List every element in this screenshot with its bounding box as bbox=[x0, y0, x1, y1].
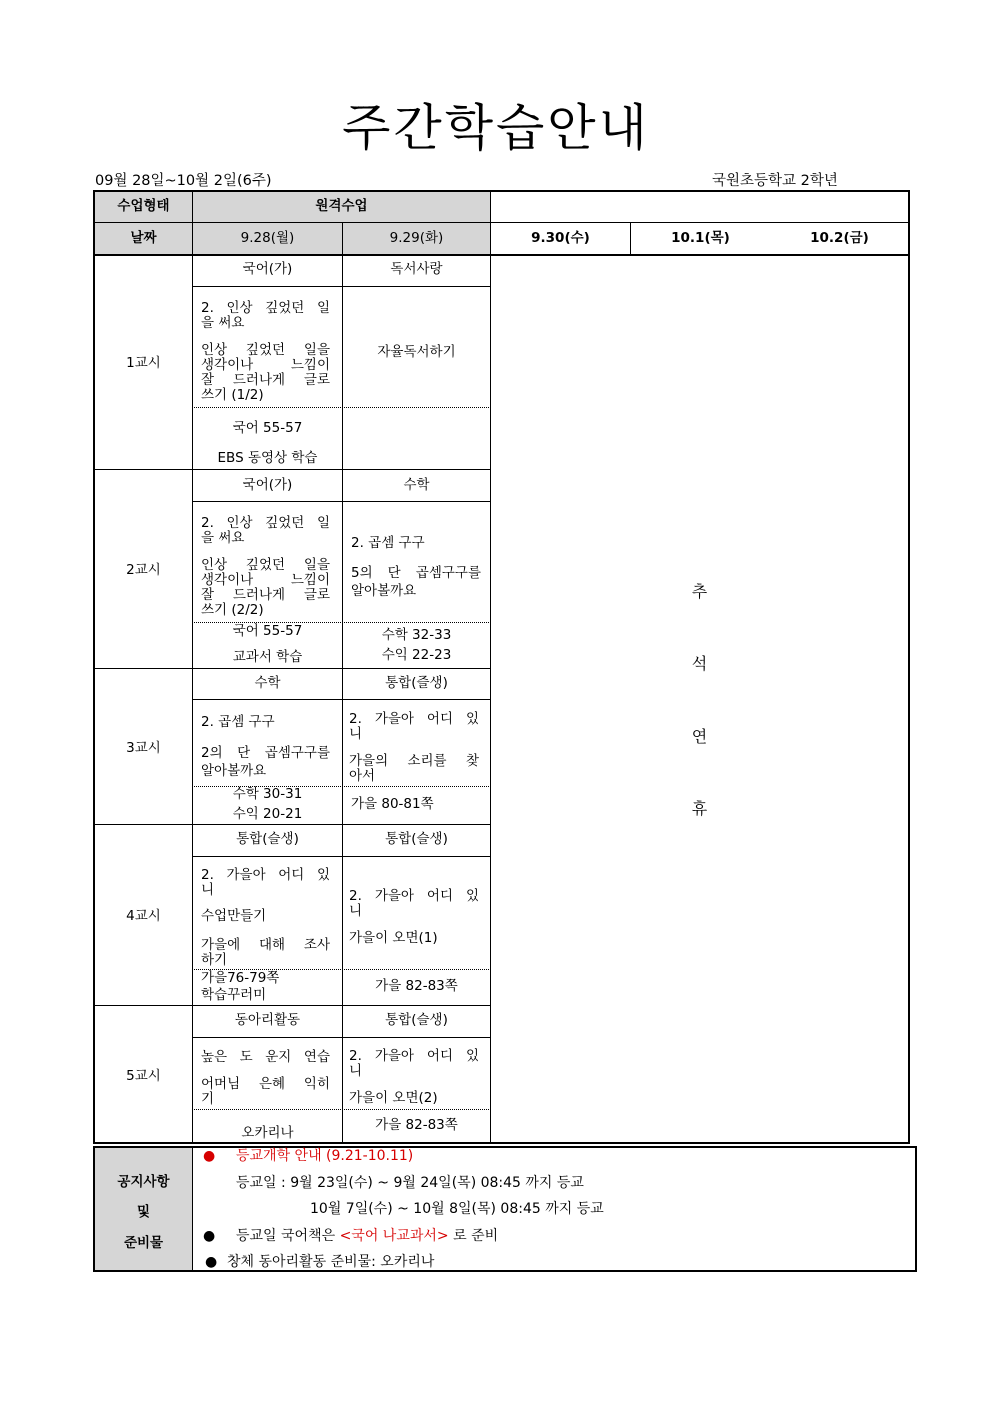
p1-mon-material: 국어 55-57 bbox=[232, 420, 303, 436]
p5-mon-line: 높은 도 운지 연습 bbox=[201, 1049, 330, 1065]
p3-mon-material: 수학 30-31 bbox=[232, 786, 303, 802]
page-title: 주간학습안내 bbox=[342, 99, 650, 157]
p5-mon-line: 어머님 은혜 익히 bbox=[201, 1076, 330, 1092]
holiday-char-4: 휴 bbox=[691, 799, 708, 818]
p2-mon-subject: 국어(가) bbox=[242, 477, 293, 493]
p3-mon-material: 수익 20-21 bbox=[232, 806, 303, 822]
period-label-4: 4교시 bbox=[126, 908, 161, 924]
p1-mon-line: 을 써요 bbox=[201, 315, 245, 331]
period-label-5: 5교시 bbox=[126, 1068, 161, 1084]
p2-tue-material: 수학 32-33 bbox=[381, 627, 452, 643]
p4-mon-subject: 통합(슬생) bbox=[236, 831, 299, 847]
p1-mon-material: EBS 동영상 학습 bbox=[217, 450, 318, 466]
p2-tue-line: 5의 단 곱셈구구를 bbox=[351, 565, 481, 581]
date-mon: 9.28(월) bbox=[240, 230, 295, 246]
notice-line: 등교일 국어책은 <국어 나교과서> 로 준비 bbox=[236, 1228, 499, 1244]
p3-tue-subject: 통합(즐생) bbox=[385, 675, 448, 691]
p2-mon-line: 쓰기 (2/2) bbox=[201, 602, 264, 618]
week-range: 09월 28일~10월 2일(6주) bbox=[95, 173, 272, 189]
p2-tue-line: 알아볼까요 bbox=[351, 583, 417, 599]
date-wed: 9.30(수) bbox=[531, 230, 590, 246]
period-label-3: 3교시 bbox=[126, 740, 161, 756]
date-thu: 10.1(목) bbox=[671, 230, 730, 246]
p3-tue-line: 2. 가을아 어디 있 bbox=[349, 711, 479, 727]
p5-tue-subject: 통합(슬생) bbox=[385, 1012, 448, 1028]
p4-tue-material: 가을 82-83쪽 bbox=[375, 978, 458, 994]
p2-tue-material: 수익 22-23 bbox=[381, 647, 452, 663]
p3-mon-line: 2. 곱셈 구구 bbox=[201, 714, 275, 730]
p1-mon-line: 잘 드러나게 글로 bbox=[201, 372, 330, 388]
p1-mon-line: 생각이나 느낌이 bbox=[201, 357, 330, 373]
p4-tue-line: 2. 가을아 어디 있 bbox=[349, 888, 479, 904]
p4-mon-line: 하기 bbox=[201, 952, 228, 968]
p4-mon-line: 수업만들기 bbox=[201, 908, 267, 924]
notice-line: 10월 7일(수) ~ 10월 8일(목) 08:45 까지 등교 bbox=[310, 1201, 604, 1217]
p5-mon-subject: 동아리활동 bbox=[234, 1012, 301, 1028]
p2-mon-line: 잘 드러나게 글로 bbox=[201, 587, 330, 603]
p4-mon-line: 2. 가을아 어디 있 bbox=[201, 867, 330, 883]
notice-label: 및 bbox=[136, 1204, 151, 1220]
notice-label: 준비물 bbox=[123, 1235, 164, 1251]
p1-mon-line: 인상 깊었던 일을 bbox=[201, 342, 330, 358]
bullet-icon: ● bbox=[205, 1254, 218, 1270]
header-date-label: 날짜 bbox=[130, 230, 157, 246]
period-label-1: 1교시 bbox=[126, 355, 161, 371]
p2-mon-line: 인상 깊었던 일을 bbox=[201, 557, 330, 573]
p4-tue-line: 가을이 오면(1) bbox=[349, 930, 438, 946]
p4-tue-subject: 통합(슬생) bbox=[385, 831, 448, 847]
holiday-char-2: 석 bbox=[691, 654, 708, 673]
date-fri: 10.2(금) bbox=[810, 230, 869, 246]
p3-tue-line: 가을의 소리를 찾 bbox=[349, 753, 479, 769]
school-grade: 국원초등학교 2학년 bbox=[712, 173, 838, 189]
p5-tue-line: 2. 가을아 어디 있 bbox=[349, 1048, 479, 1064]
notice-label: 공지사항 bbox=[117, 1174, 170, 1190]
notice-line: 등교개학 안내 (9.21-10.11) bbox=[236, 1148, 414, 1164]
period-label-2: 2교시 bbox=[126, 562, 161, 578]
notice-line: 등교일 : 9월 23일(수) ~ 9월 24일(목) 08:45 까지 등교 bbox=[236, 1175, 584, 1191]
p3-tue-line: 아서 bbox=[349, 768, 376, 784]
p4-mon-line: 가을에 대해 조사 bbox=[201, 937, 330, 953]
p3-tue-material: 가을 80-81쪽 bbox=[351, 796, 434, 812]
p1-tue-content: 자율독서하기 bbox=[377, 344, 456, 360]
p1-mon-line: 2. 인상 깊었던 일 bbox=[201, 300, 330, 316]
p4-tue-line: 니 bbox=[349, 903, 363, 919]
p5-mon-line: 기 bbox=[201, 1091, 215, 1107]
holiday-char-1: 추 bbox=[691, 582, 708, 601]
p2-mon-line: 을 써요 bbox=[201, 530, 245, 546]
p3-mon-subject: 수학 bbox=[254, 675, 281, 691]
p5-tue-material: 가을 82-83쪽 bbox=[375, 1117, 458, 1133]
p1-mon-subject: 국어(가) bbox=[242, 261, 293, 277]
p5-tue-line: 니 bbox=[349, 1063, 363, 1079]
p2-mon-line: 2. 인상 깊었던 일 bbox=[201, 515, 330, 531]
p4-mon-material: 가을76-79쪽 bbox=[201, 970, 280, 986]
bullet-icon: ● bbox=[203, 1228, 216, 1244]
p2-tue-line: 2. 곱셈 구구 bbox=[351, 535, 425, 551]
notice-line: 창체 동아리활동 준비물: 오카리나 bbox=[227, 1254, 435, 1270]
holiday-char-3: 연 bbox=[691, 727, 708, 746]
p2-mon-material: 국어 55-57 bbox=[232, 623, 303, 639]
p1-tue-subject: 독서사랑 bbox=[390, 261, 443, 277]
p2-mon-material: 교과서 학습 bbox=[232, 649, 303, 665]
p2-tue-subject: 수학 bbox=[403, 477, 430, 493]
p1-mon-line: 쓰기 (1/2) bbox=[201, 387, 264, 403]
p3-mon-line: 알아볼까요 bbox=[201, 763, 267, 779]
header-type-label: 수업형태 bbox=[117, 198, 170, 214]
header-remote-label: 원격수업 bbox=[315, 198, 368, 214]
date-tue: 9.29(화) bbox=[389, 230, 444, 246]
p5-tue-line: 가을이 오면(2) bbox=[349, 1090, 438, 1106]
p3-mon-line: 2의 단 곱셈구구를 bbox=[201, 745, 330, 761]
p3-tue-line: 니 bbox=[349, 726, 363, 742]
p4-mon-line: 니 bbox=[201, 882, 215, 898]
p2-mon-line: 생각이나 느낌이 bbox=[201, 572, 330, 588]
p5-mon-material: 오카리나 bbox=[241, 1125, 294, 1141]
p4-mon-material: 학습꾸러미 bbox=[201, 987, 267, 1003]
bullet-icon: ● bbox=[203, 1148, 216, 1164]
